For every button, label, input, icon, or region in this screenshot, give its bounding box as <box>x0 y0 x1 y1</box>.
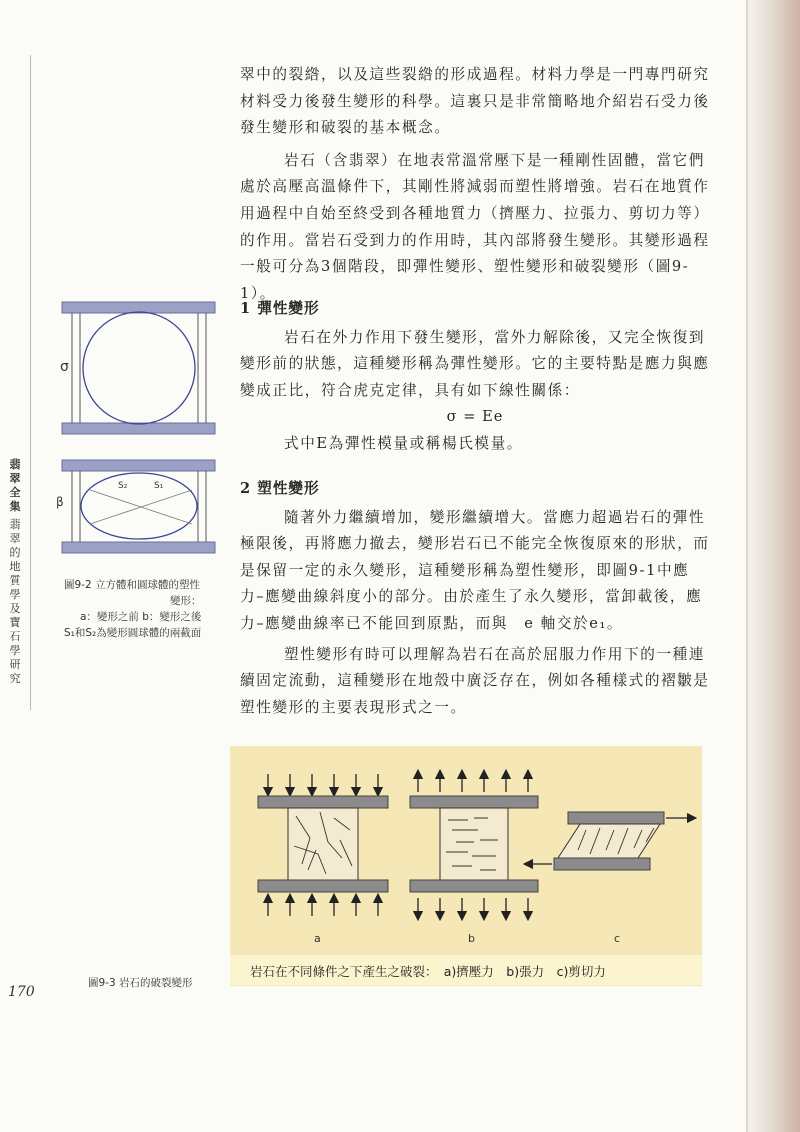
diagram-a-compression <box>258 774 388 945</box>
paragraph: 翠中的裂綹，以及這些裂綹的形成過程。材料力學是一門專門研究材料受力後發生變形的科學。這裏只是非常簡略地介紹岩石受力後發生變形和破裂的基本概念。 <box>240 66 710 137</box>
plate <box>62 542 215 553</box>
figure-9-2-caption <box>64 577 202 641</box>
spine-subtitle-char: 的 <box>9 546 21 559</box>
spine-subtitle-char: 寶 <box>9 616 21 629</box>
spine-subtitle-char: 及 <box>9 602 21 615</box>
diagram-b-label: b <box>468 932 475 945</box>
plate <box>62 302 215 313</box>
paragraph: 塑性變形有時可以理解為岩石在高於屈服力作用下的一種連續固定流動，這種變形在地殼中廣泛存在，例如各種樣式的褶皺是塑性變形的主要表現形式之一。 <box>240 645 710 716</box>
spine-title-char: 翡 <box>9 458 21 471</box>
sigma-label: σ <box>60 359 69 375</box>
spine-subtitle-char: 學 <box>9 644 21 657</box>
spine-subtitle-char: 研 <box>9 658 21 671</box>
figure-9-3-inner-caption: 岩石在不同條件之下產生之破裂： a)擠壓力 b)張力 c)剪切力 <box>250 964 606 979</box>
formula: σ = Ee <box>446 408 504 426</box>
page-gutter-shadow <box>748 0 800 1132</box>
beta-label: β <box>56 495 64 509</box>
page-edge <box>746 0 748 1132</box>
spine-subtitle-char: 學 <box>9 588 21 601</box>
section-heading: 1 彈性變形 <box>240 300 320 317</box>
diagram-a-label: a <box>314 932 321 945</box>
s1-label: S₁ <box>154 481 164 491</box>
margin-rule <box>30 55 31 710</box>
section-heading: 2 塑性變形 <box>240 480 320 497</box>
spine-title <box>6 458 24 686</box>
diagram-c-shear <box>528 812 692 945</box>
page-number: 170 <box>8 984 35 1000</box>
plate <box>62 423 215 434</box>
section-elastic <box>240 296 710 458</box>
body-text-top <box>240 62 710 307</box>
spine-subtitle-char: 質 <box>9 574 21 587</box>
caption-line: a：變形之前 b：變形之後 <box>80 611 202 623</box>
spine-title-char: 翠 <box>9 472 21 485</box>
plate <box>62 460 215 471</box>
spine-title-char: 全 <box>9 486 21 499</box>
caption-line: 變形： <box>170 595 202 607</box>
figure-9-2 <box>50 298 220 558</box>
sphere-outline <box>83 312 195 424</box>
diagram-c-label: c <box>614 932 621 945</box>
caption-line: 圖9-2 立方體和圓球體的塑性 <box>64 579 200 591</box>
paragraph: 式中E為彈性模量或稱楊氏模量。 <box>284 434 523 452</box>
diagram-b-tension <box>410 774 538 945</box>
section-plastic <box>240 476 710 721</box>
spine-subtitle-char: 翠 <box>9 532 21 545</box>
caption-line: S₁和S₂為變形圓球體的兩截面 <box>64 627 202 639</box>
paragraph: 岩石（含翡翠）在地表常溫常壓下是一種剛性固體，當它們處於高壓高溫條件下，其剛性將減弱而塑性將增強。岩石在地質作用過程中自始至終受到各種地質力（擠壓力、拉張力、剪切力等）的作用。當岩石受到力的作用時，其內部將發生變形。其變形過程一般可分為3個階段，即彈性變形、塑性變形和破裂變形（圖9-1）。 <box>240 151 710 302</box>
s2-label: S₂ <box>118 481 128 491</box>
figure-9-3 <box>230 746 702 956</box>
spine-subtitle-char: 究 <box>9 672 21 685</box>
spine-subtitle-char: 翡 <box>9 518 21 531</box>
spine-subtitle-char: 石 <box>9 630 21 643</box>
spine-title-char: 集 <box>9 500 21 513</box>
spine-subtitle-char: 地 <box>9 560 21 573</box>
paragraph: 隨著外力繼續增加，變形繼續增大。當應力超過岩石的彈性極限後，再將應力撤去，變形岩石已不能完全恢復原來的形狀，而是保留一定的永久變形，這種變形稱為塑性變形，即圖9-1中應力–應變曲線斜度小的部分。由於產生了永久變形，當卸載後，應力–應變曲線率已不能回到原點，而與 e 軸交於e₁。 <box>240 508 710 632</box>
paragraph: 岩石在外力作用下發生變形，當外力解除後，又完全恢復到變形前的狀態，這種變形稱為彈性變形。它的主要特點是應力與應變成正比，符合虎克定律，具有如下線性關係： <box>240 328 710 399</box>
figure-9-3-caption: 圖9-3 岩石的破裂變形 <box>88 977 193 989</box>
